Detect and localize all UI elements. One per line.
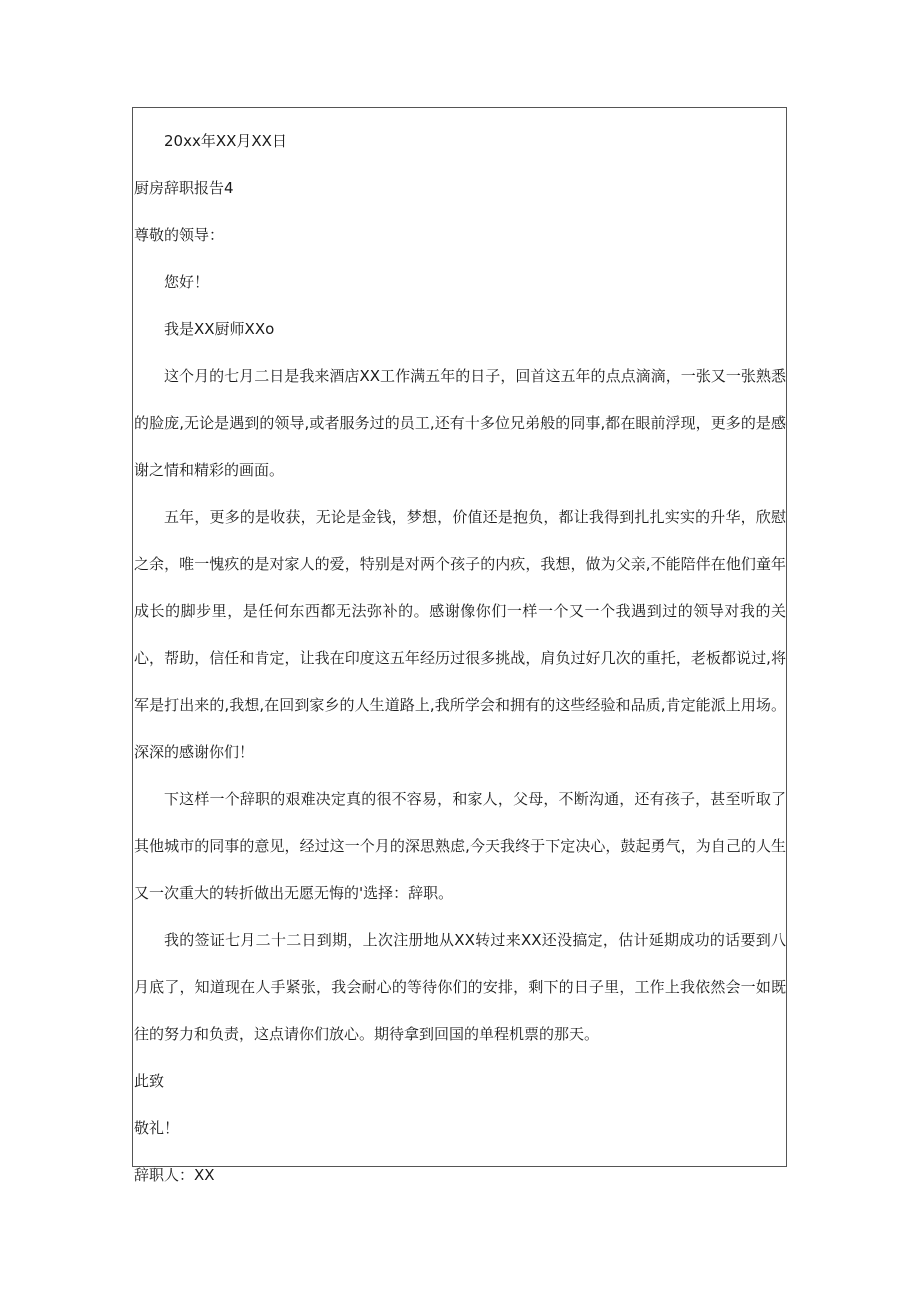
closing-line-1: 此致 xyxy=(134,1072,165,1090)
body-paragraph-1: 这个月的七月二日是我来酒店XX工作满五年的日子，回首这五年的点点滴滴，一张又一张熟悉的脸庞,无论是遇到的领导,或者服务过的员工,还有十多位兄弟般的同事,都在眼前浮现，更多的是感谢之情和精彩的画面。 xyxy=(134,367,786,479)
salutation: 尊敬的领导： xyxy=(134,226,225,244)
body-paragraph-3: 下这样一个辞职的艰难决定真的很不容易，和家人，父母，不断沟通，还有孩子，甚至听取了其他城市的同事的意见，经过这一个月的深思熟虑,今天我终于下定决心，鼓起勇气，为自己的人生又一次重大的转折做出无愿无悔的'选择：辞职。 xyxy=(134,790,786,902)
closing-line-2: 敬礼！ xyxy=(134,1119,180,1137)
body-paragraph-4: 我的签证七月二十二日到期，上次注册地从XX转过来XX还没搞定，估计延期成功的话要到八月底了，知道现在人手紧张，我会耐心的等待你们的安排，剩下的日子里，工作上我依然会一如既往的努力和负责，这点请你们放心。期待拿到回国的单程机票的那天。 xyxy=(134,931,786,1043)
document-body xyxy=(134,118,786,1199)
body-paragraph-2: 五年，更多的是收获，无论是金钱，梦想，价值还是抱负，都让我得到扎扎实实的升华，欣慰之余，唯一愧疚的是对家人的爱，特别是对两个孩子的内疚，我想，做为父亲,不能陪伴在他们童年成长的脚步里，是任何东西都无法弥补的。感谢像你们一样一个又一个我遇到过的领导对我的关心，帮助，信任和肯定，让我在印度这五年经历过很多挑战，肩负过好几次的重托，老板都说过,将军是打出来的,我想,在回到家乡的人生道路上,我所学会和拥有的这些经验和品质,肯定能派上用场。深深的感谢你们！ xyxy=(134,508,786,761)
signature: 辞职人：XX xyxy=(134,1166,215,1184)
greeting: 您好！ xyxy=(164,273,210,291)
intro-line: 我是XX厨师XXo xyxy=(164,320,275,338)
document-title: 厨房辞职报告4 xyxy=(134,179,234,197)
date-line: 20xx年XX月XX日 xyxy=(164,132,287,150)
